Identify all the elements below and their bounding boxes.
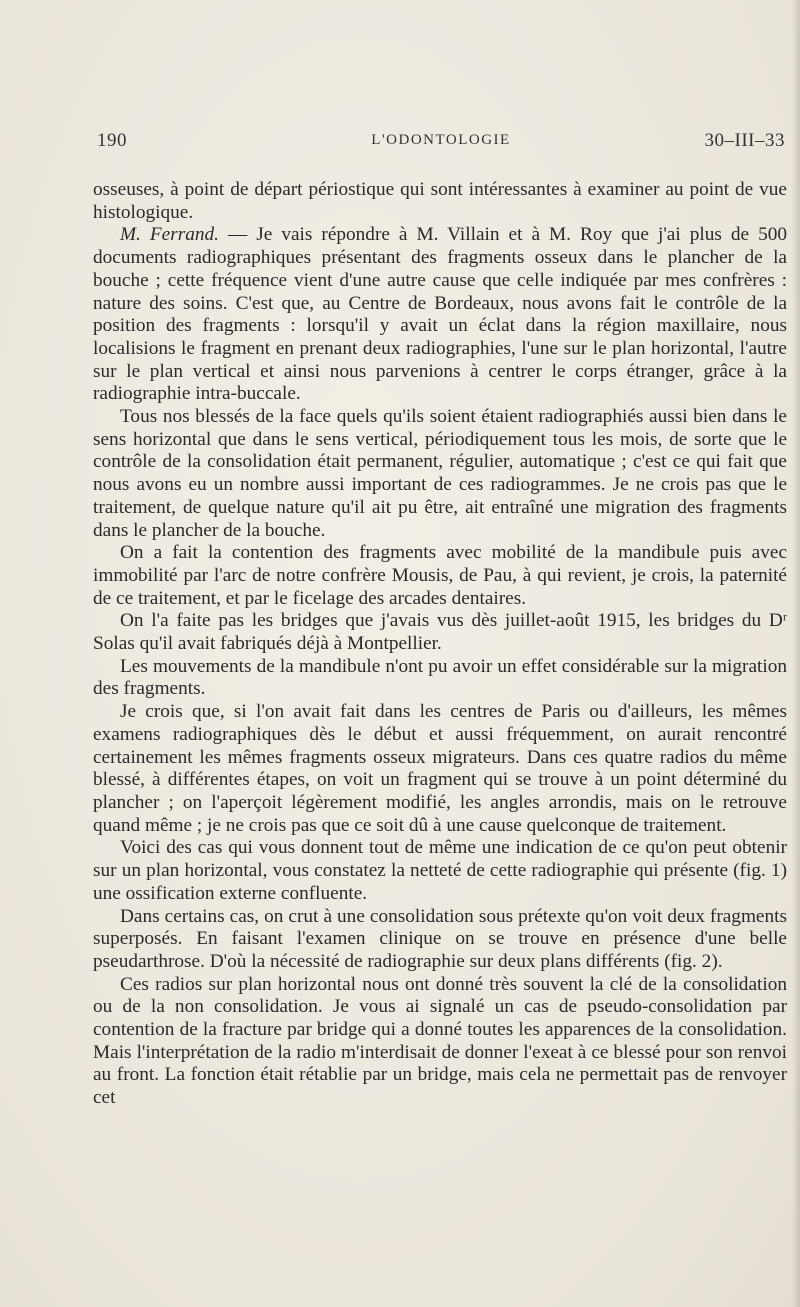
paragraph-text: Tous nos blessés de la face quels qu'ils soient étaient radiographiés aussi bien dans le sens horizontal que dans le sens vertical, périodiquement tous les mois, de sorte que le contrôle de la consolidation était permanent, régulier, automatique ; c'est ce qui fait que nous avons eu un nombre aussi important de ces radiogrammes. Je ne crois pas que le traitement, de quelque nature qu'il ait pu être, ait entraîné une migration des fragments dans le plancher de la bouche. — [93, 406, 787, 541]
paragraph-2 — [93, 224, 787, 406]
paragraph-text: osseuses, à point de départ périostique qui sont intéressantes à examiner au point de vue histologique. — [93, 179, 787, 223]
running-header — [97, 130, 785, 156]
paragraph-1 — [93, 179, 787, 224]
running-title: L'ODONTOLOGIE — [371, 132, 511, 148]
paragraph-text: Dans certains cas, on crut à une consolidation sous prétexte qu'on voit deux fragments superposés. En faisant l'examen clinique on se trouve en présence d'une belle pseudarthrose. D'où la nécessité de radiographie sur deux plans différents (fig. 2). — [93, 905, 787, 972]
paragraph-text: Voici des cas qui vous donnent tout de même une indication de ce qu'on peut obtenir sur un plan horizontal, vous constatez la netteté de cette radiographie qui présente (fig. 1) une ossification externe confluente. — [93, 837, 787, 904]
paragraph-text: On l'a faite pas les bridges que j'avais vus dès juillet-août 1915, les bridges du Dʳ Solas qu'il avait fabriqués déjà à Montpellier. — [93, 610, 787, 655]
issue-date: 30–III–33 — [704, 130, 785, 151]
speaker-name: M. Ferrand. — [120, 224, 219, 246]
paragraph-7 — [93, 701, 787, 837]
paragraph-4 — [93, 542, 787, 610]
paragraph-text: On a fait la contention des fragments avec mobilité de la mandibule puis avec immobilité par l'arc de notre confrère Mousis, de Pau, à qui revient, je crois, la paternité de ce traitement, et par le ficelage des arcades dentaires. — [93, 542, 787, 609]
paragraph-5 — [93, 610, 787, 655]
paragraph-8 — [93, 837, 787, 905]
paragraph-text: — Je vais répondre à M. Villain et à M. Roy que j'ai plus de 500 documents radiographiques présentant des fragments osseux dans le plancher de la bouche ; cette fréquence vient d'une autre cause que celle indiquée par mes confrères : nature des soins. C'est que, au Centre de Bordeaux, nous avons fait le contrôle de la position des fragments : lorsqu'il y avait un éclat dans la région maxillaire, nous localisions le fragment en prenant deux radiographies, l'une sur le plan horizontal, l'autre sur le plan vertical et ainsi nous parvenions à centrer le corps étranger, grâce à la radiographie intra-buccale. — [93, 224, 787, 405]
page-number: 190 — [97, 130, 127, 151]
paragraph-6 — [93, 656, 787, 701]
paragraph-text: Ces radios sur plan horizontal nous ont donné très souvent la clé de la consolidation ou de la non consolidation. Je vous ai signalé un cas de pseudo-consolidation par contention de la fracture par bridge qui a donné toutes les apparences de la consolidation. Mais l'interprétation de la radio m'interdisait de donner l'exeat à ce blessé pour son renvoi au front. La fonction était rétablie par un bridge, mais cela ne permettait pas de renvoyer cet — [93, 973, 787, 1109]
body-text — [93, 179, 787, 1110]
paragraph-text: Les mouvements de la mandibule n'ont pu avoir un effet considérable sur la migration des fragments. — [93, 655, 787, 700]
paragraph-text: Je crois que, si l'on avait fait dans les centres de Paris ou d'ailleurs, les mêmes examens radiographiques dès le début et aussi fréquemment, on aurait rencontré certainement les mêmes fragments osseux migrateurs. Dans ces quatre radios du même blessé, à différentes étapes, on voit un fragment qui se trouve à un point déterminé du plancher ; on l'aperçoit légèrement modifié, les angles arrondis, mais on le retrouve quand même ; je ne crois pas que ce soit dû à une cause quelconque de traitement. — [93, 701, 787, 836]
paragraph-3 — [93, 406, 787, 542]
page-edge-shadow — [792, 0, 800, 1307]
paragraph-10 — [93, 974, 787, 1110]
paragraph-9 — [93, 906, 787, 974]
